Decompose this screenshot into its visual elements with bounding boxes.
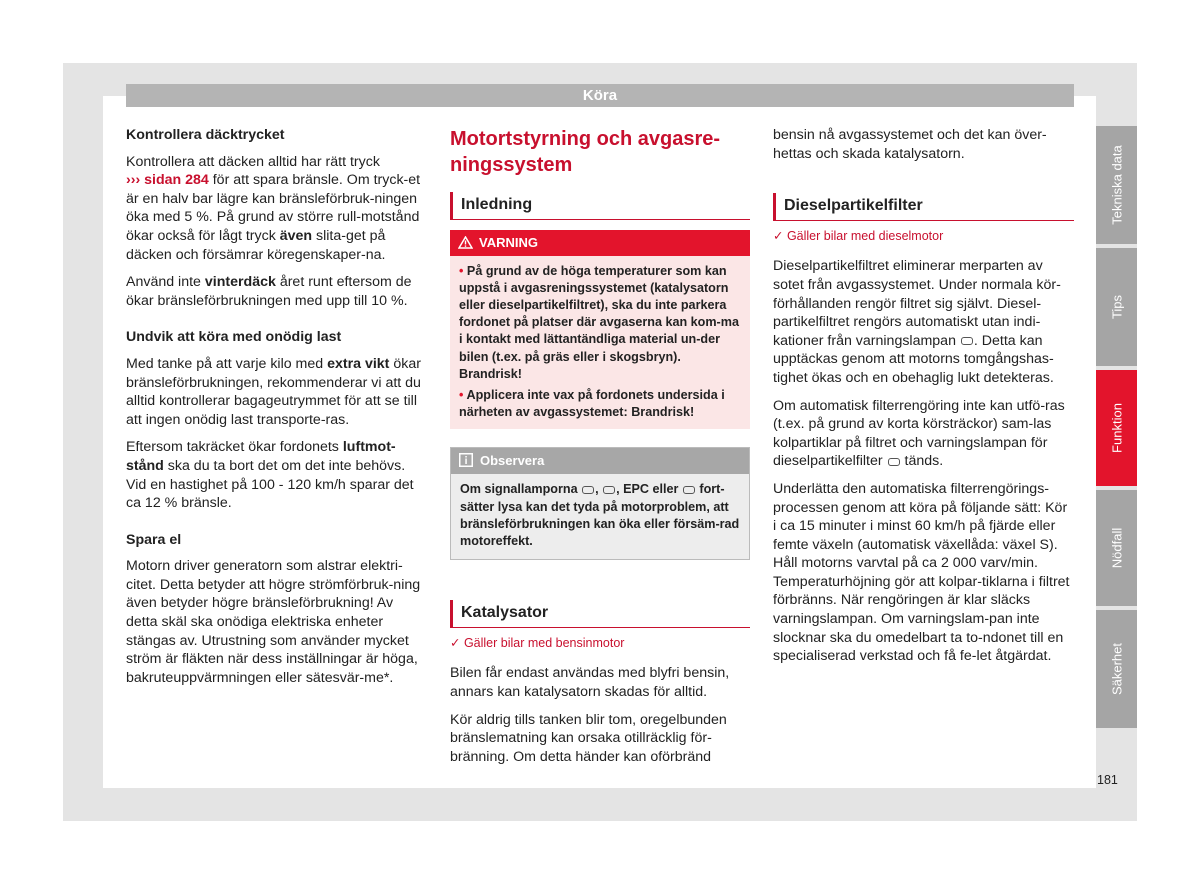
bullet-icon: •	[459, 263, 464, 278]
note-box	[450, 447, 750, 560]
paragraph: Underlätta den automatiska filterrengörings-processen genom att köra på följande sätt: Kör i ca 15 minuter i minst 60 km/h på fjärde eller femte växeln (automatisk växellåda: växel S). Håll motorns varvtal på ca 2 000 varv/min. Temperaturhöjning gör att kolpar-tiklarna i filtret förbränns. När rengöringen är klar släcks varningslampan. Om varningslam-pan inte slocknar ska du omedelbart ta to-ndonet till en specialiserad verkstad och få fe-let åtgärdat.	[773, 480, 1070, 665]
warning-header: VARNING	[450, 230, 750, 256]
subheading-tire-pressure: Kontrollera däcktrycket	[126, 127, 285, 143]
applies-to-note: ✓ Gäller bilar med dieselmotor	[773, 228, 944, 243]
section-heading-intro: Inledning	[450, 192, 750, 220]
tab-function[interactable]: Funktion	[1096, 370, 1137, 486]
paragraph: Motorn driver generatorn som alstrar elektri-citet. Detta betyder att högre strömförbruk-ning även betyder högre bränsleförbrukning! Av detta skäl ska onödiga elektriska enheter stängas av. Utrustning som använder mycket ström är fläkten när dess inställningar är höga, bakruteuppvärmningen eller sätesvär-me*.	[126, 558, 421, 686]
paragraph: Dieselpartikelfiltret eliminerar merparten av sotet från avgassystemet. Under normala kör-förhållanden rengör filtret sig självt. Diesel-partikelfiltret rengörs automatiskt utan indi-kationer från varningslampan . Detta kan upptäckas genom att motorns tomgångshas-tighet ökas och en obehaglig lukt detekteras.	[773, 258, 1061, 386]
tab-tips[interactable]: Tips	[1096, 248, 1137, 366]
diesel-filter-lamp-icon	[582, 486, 594, 494]
warning-item: • Applicera inte vax på fordonets undersida i närheten av avgassystemet: Brandrisk!	[459, 388, 725, 420]
warning-item: • På grund av de höga temperaturer som kan uppstå i avgasreningssystemet (katalysatorn eller dieselpartikelfiltret), ska du inte parkera fordonet på platser där avgaserna kan kom-ma i kontakt med lättantändliga material un-der bilen (t.ex. på gräs eller i skogsbryn). Brandrisk!	[459, 263, 739, 381]
subheading-unnecessary-load: Undvik att köra med onödig last	[126, 329, 342, 346]
section-title: Motortstyrning och avgasre-ningssystem	[450, 128, 721, 176]
warning-box	[450, 230, 750, 430]
chapter-header: Köra	[126, 84, 1074, 107]
section-heading-catalyst: Katalysator	[450, 600, 750, 628]
bullet-icon: •	[459, 388, 464, 403]
paragraph: Med tanke på att varje kilo med extra vikt ökar bränsleförbrukningen, rekommenderar vi att du alltid kontrollerar bagageutrymmet för att se till att ingen onödig last transporte-ras.	[126, 355, 421, 428]
paragraph: Eftersom takräcket ökar fordonets luftmot-stånd ska du ta bort det om det inte behövs. Vid en hastighet på 100 - 120 km/h sparar det ca 12 % bränsle.	[126, 439, 414, 512]
paragraph: Kontrollera att däcken alltid har rätt tryck ››› sidan 284 för att spara bränsle. Om tryck-et är en halv bar lägre kan bränsleförbruk-ningen öka med 5 %. På grund av större rull-motstånd ökar också för lågt tryck även slita-get på däcken och försämrar köregenskaper-na.	[126, 153, 421, 263]
diesel-filter-lamp-icon	[888, 458, 900, 466]
page-reference-link[interactable]: ››› sidan 284	[126, 172, 209, 189]
paragraph: Använd inte vinterdäck året runt eftersom de ökar bränsleförbrukningen med upp till 10 %.	[126, 274, 412, 309]
column-left	[126, 126, 424, 696]
tab-safety[interactable]: Säkerhet	[1096, 610, 1137, 728]
tab-technical-data[interactable]: Tekniska data	[1096, 126, 1137, 244]
engine-lamp-icon	[603, 486, 615, 494]
page-number: 181	[1097, 773, 1118, 787]
column-middle	[450, 126, 750, 775]
column-right	[773, 126, 1074, 675]
paragraph: Om automatisk filterrengöring inte kan utfö-ras (t.ex. på grund av korta körsträckor) sam-las kolpartiklar på filtret och varningslampan för dieselpartikelfilter tänds.	[773, 397, 1065, 470]
tab-emergency[interactable]: Nödfall	[1096, 490, 1137, 606]
paragraph: Kör aldrig tills tanken blir tom, oregelbunden bränslematning kan orsaka otillräcklig för-bränning. Om detta händer kan oförbränd	[450, 711, 727, 765]
note-header: Observera	[451, 448, 749, 474]
info-icon	[459, 453, 473, 467]
subheading-save-electricity: Spara el	[126, 531, 182, 548]
warning-triangle-icon	[458, 236, 473, 249]
applies-to-note: ✓ Gäller bilar med bensinmotor	[450, 635, 625, 650]
section-heading-diesel-filter: Dieselpartikelfilter	[773, 193, 1074, 221]
warning-body	[450, 256, 750, 430]
note-body: Om signallamporna , , EPC eller fort-sätter lysa kan det tyda på motorproblem, att bränsleförbrukningen kan öka eller försäm-rad motoreffekt.	[451, 474, 749, 559]
diesel-filter-lamp-icon	[961, 337, 973, 345]
glow-plug-lamp-icon	[683, 486, 695, 494]
paragraph: Bilen får endast användas med blyfri bensin, annars kan katalysatorn skadas för alltid.	[450, 665, 730, 701]
paragraph: bensin nå avgassystemet och det kan över-hettas och skada katalysatorn.	[773, 127, 1047, 162]
